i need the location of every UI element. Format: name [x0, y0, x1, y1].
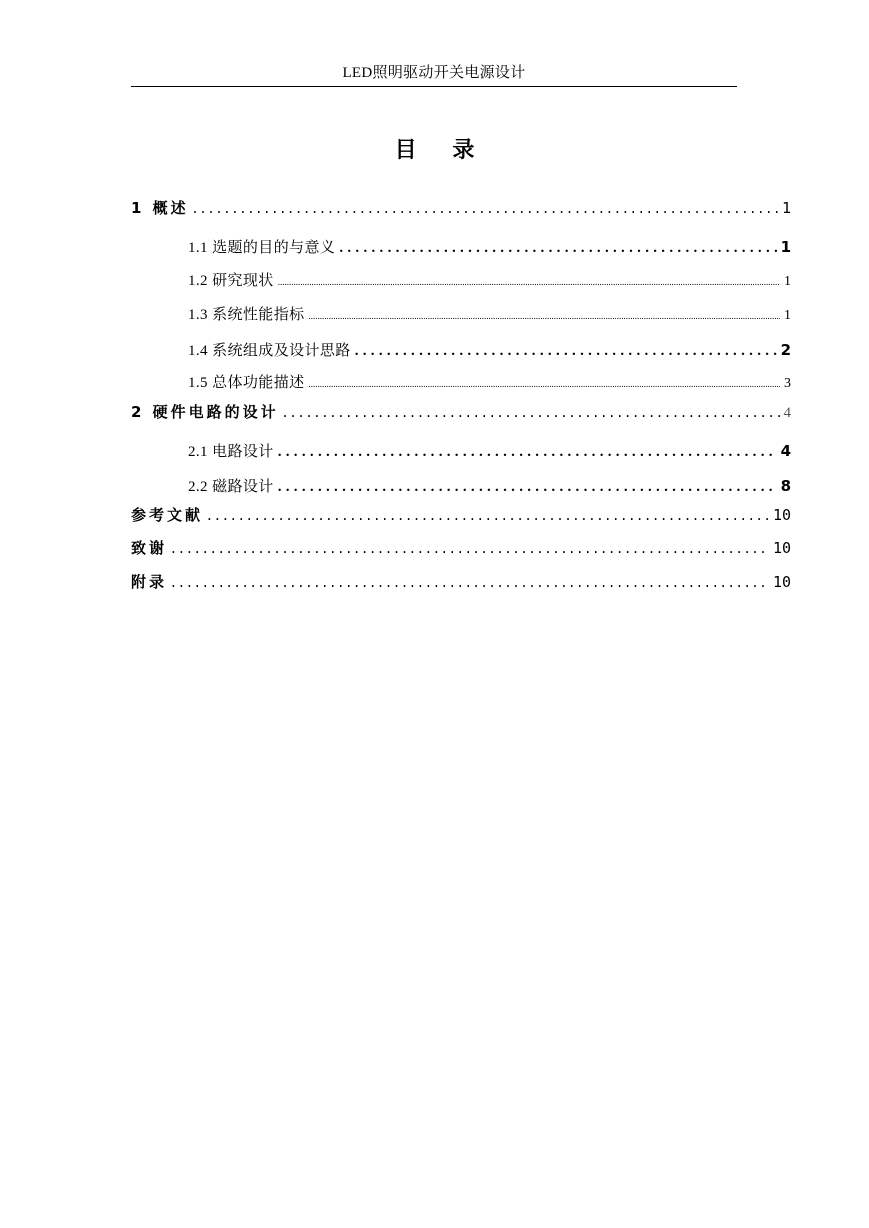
toc-dot-leader	[339, 237, 776, 258]
toc-page-number: 1	[780, 238, 791, 256]
toc-page-number: 2	[780, 341, 791, 359]
toc-dot-leader	[171, 571, 769, 593]
toc-entry-label: 1.1 选题的目的与意义	[188, 240, 336, 256]
toc-dot-leader	[309, 305, 780, 326]
toc-entry-1-1[interactable]	[188, 236, 791, 258]
toc-entry-label: 致谢	[131, 539, 168, 557]
toc-entry-label: 2 硬件电路的设计	[131, 403, 279, 421]
toc-dot-leader	[283, 401, 780, 423]
toc-entry-1-2[interactable]	[188, 270, 791, 292]
toc-entry-1-4[interactable]	[188, 339, 791, 361]
toc-dot-leader	[278, 271, 780, 292]
toc-dot-leader	[309, 373, 780, 394]
toc-title: 目 录	[394, 138, 489, 163]
toc-entry-chapter-2[interactable]	[131, 401, 791, 423]
toc-entry-1-5[interactable]	[188, 372, 791, 394]
toc-page-number: 4	[783, 405, 791, 421]
toc-dot-leader	[278, 441, 777, 462]
toc-page-number: 10	[772, 539, 791, 557]
toc-entry-label: 1 概述	[131, 199, 189, 217]
toc-dot-leader	[278, 476, 777, 497]
toc-dot-leader	[193, 197, 778, 219]
toc-entry-label: 1.2 研究现状	[188, 273, 274, 289]
toc-page-number: 1	[784, 274, 791, 289]
toc-entry-label: 1.3 系统性能指标	[188, 307, 305, 323]
toc-entry-2-2[interactable]	[188, 475, 791, 497]
toc-entry-2-1[interactable]	[188, 440, 791, 462]
toc-entry-references[interactable]	[131, 504, 791, 526]
running-header: LED照明驱动开关电源设计	[342, 65, 526, 81]
toc-entry-label: 1.5 总体功能描述	[188, 375, 305, 391]
toc-entry-label: 附录	[131, 573, 168, 591]
toc-entry-label: 2.2 磁路设计	[188, 479, 274, 495]
toc-page-number: 3	[784, 376, 791, 391]
toc-dot-leader	[207, 504, 769, 526]
toc-entry-acknowledgements[interactable]	[131, 537, 791, 559]
toc-entry-label: 参考文献	[131, 506, 204, 524]
toc-entry-chapter-1[interactable]	[131, 197, 791, 219]
toc-dot-leader	[171, 537, 769, 559]
toc-page-number: 1	[784, 308, 791, 323]
toc-page-number: 8	[780, 477, 791, 495]
toc-dot-leader	[355, 340, 777, 361]
header-rule	[131, 86, 737, 87]
toc-page-number: 10	[772, 573, 791, 591]
toc-page-number: 4	[780, 442, 791, 460]
toc-page-number: 1	[781, 199, 791, 217]
toc-entry-appendix[interactable]	[131, 571, 791, 593]
toc-entry-label: 1.4 系统组成及设计思路	[188, 343, 351, 359]
toc-page-number: 10	[772, 506, 791, 524]
toc-entry-1-3[interactable]	[188, 304, 791, 326]
toc-entry-label: 2.1 电路设计	[188, 444, 274, 460]
